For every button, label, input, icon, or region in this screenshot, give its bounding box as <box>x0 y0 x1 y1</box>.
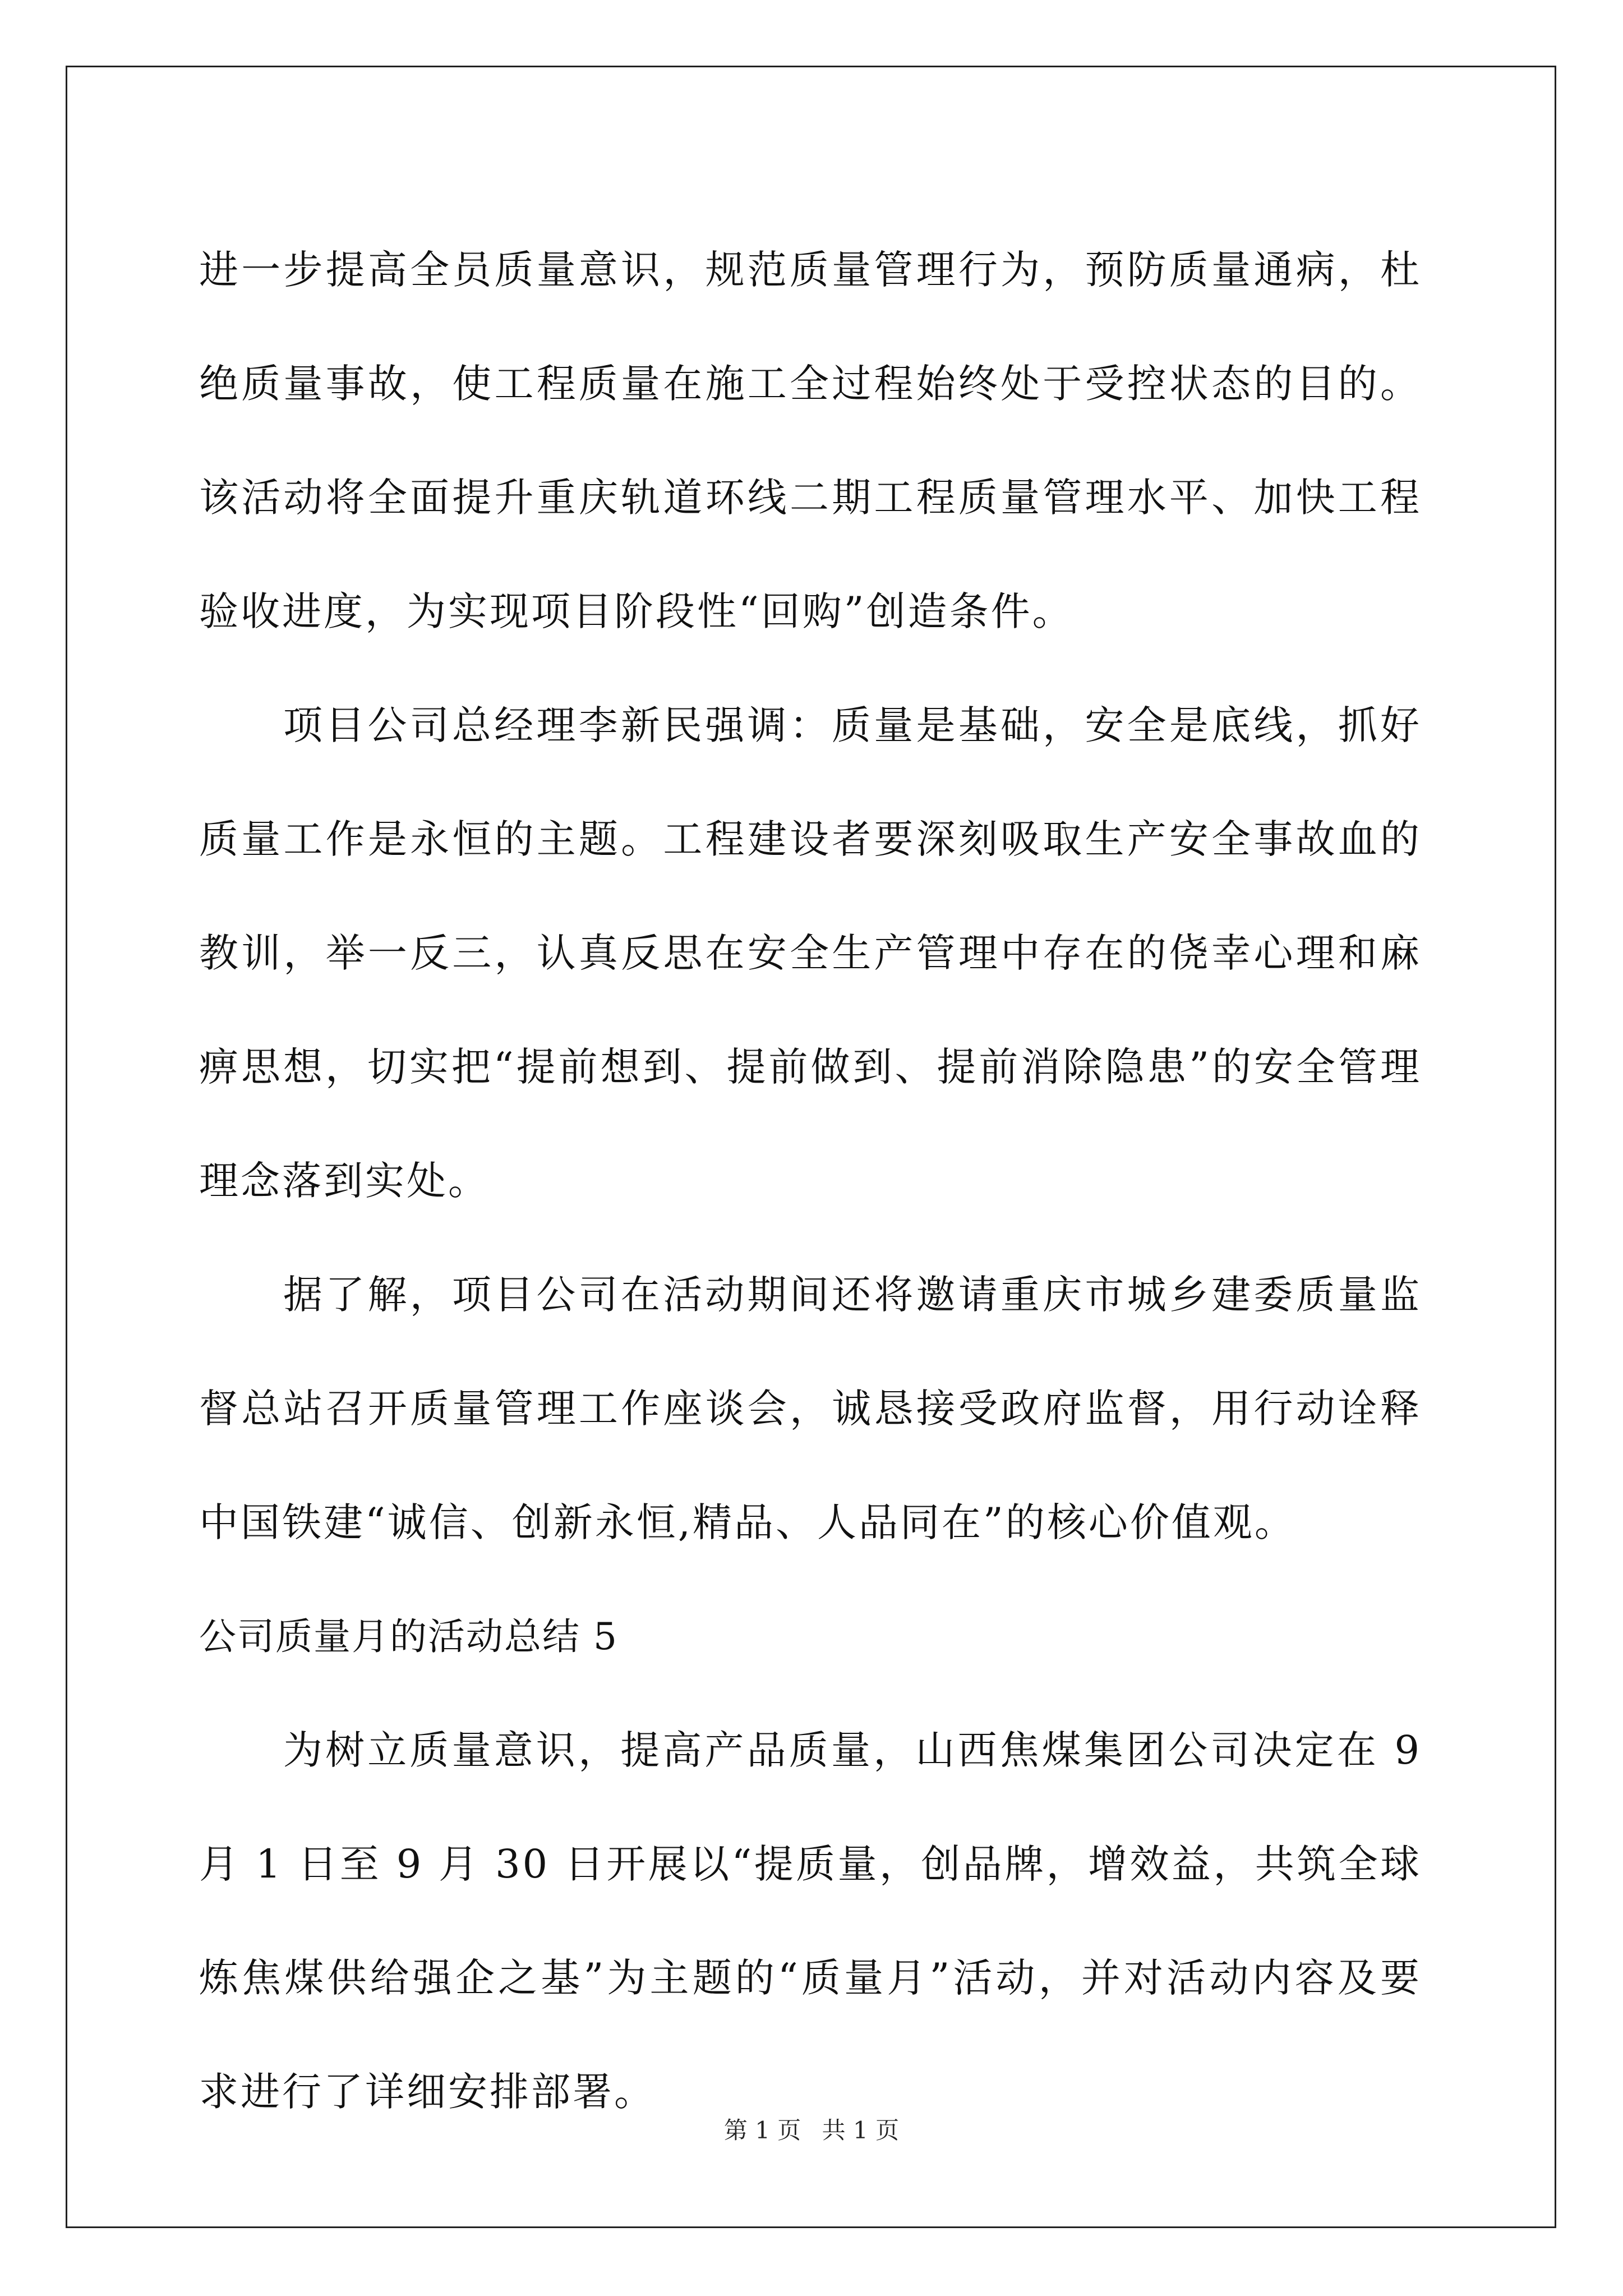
page-total: 共 1 页 <box>822 2116 900 2144</box>
section-heading: 公司质量月的活动总结 5 <box>199 1615 618 1658</box>
paragraph-activity-plan: 据了解，项目公司在活动期间还将邀请重庆市城乡建委质量监督总站召开质量管理工作座谈会，诚恳接受政府监督，用行动诠释中国铁建“诚信、创新永恒,精品、人品同在”的核心价值观。 <box>199 1272 1422 1545</box>
paragraph-continuation: 进一步提高全员质量意识，规范质量管理行为，预防质量通病，杜绝质量事故，使工程质量在施工全过程始终处于受控状态的目的。该活动将全面提升重庆轨道环线二期工程质量管理水平、加快工程验收进度，为实现项目阶段性“回购”创造条件。 <box>199 247 1422 634</box>
paragraph-quality-month: 为树立质量意识，提高产品质量，山西焦煤集团公司决定在 9 月 1 日至 9 月 30 日开展以“提质量，创品牌，增效益，共筑全球炼焦煤供给强企之基”为主题的“质量月”活动，并对活动内容及要求进行了详细安排部署。 <box>199 1727 1422 2115</box>
document-body <box>199 213 1422 2149</box>
paragraph-manager-remarks: 项目公司总经理李新民强调：质量是基础，安全是底线，抓好质量工作是永恒的主题。工程建设者要深刻吸取生产安全事故血的教训，举一反三，认真反思在安全生产管理中存在的侥幸心理和麻痹思想，切实把“提前想到、提前做到、提前消除隐患”的安全管理理念落到实处。 <box>199 702 1422 1204</box>
page-footer <box>0 2114 1623 2147</box>
page-number: 第 1 页 <box>723 2116 801 2144</box>
